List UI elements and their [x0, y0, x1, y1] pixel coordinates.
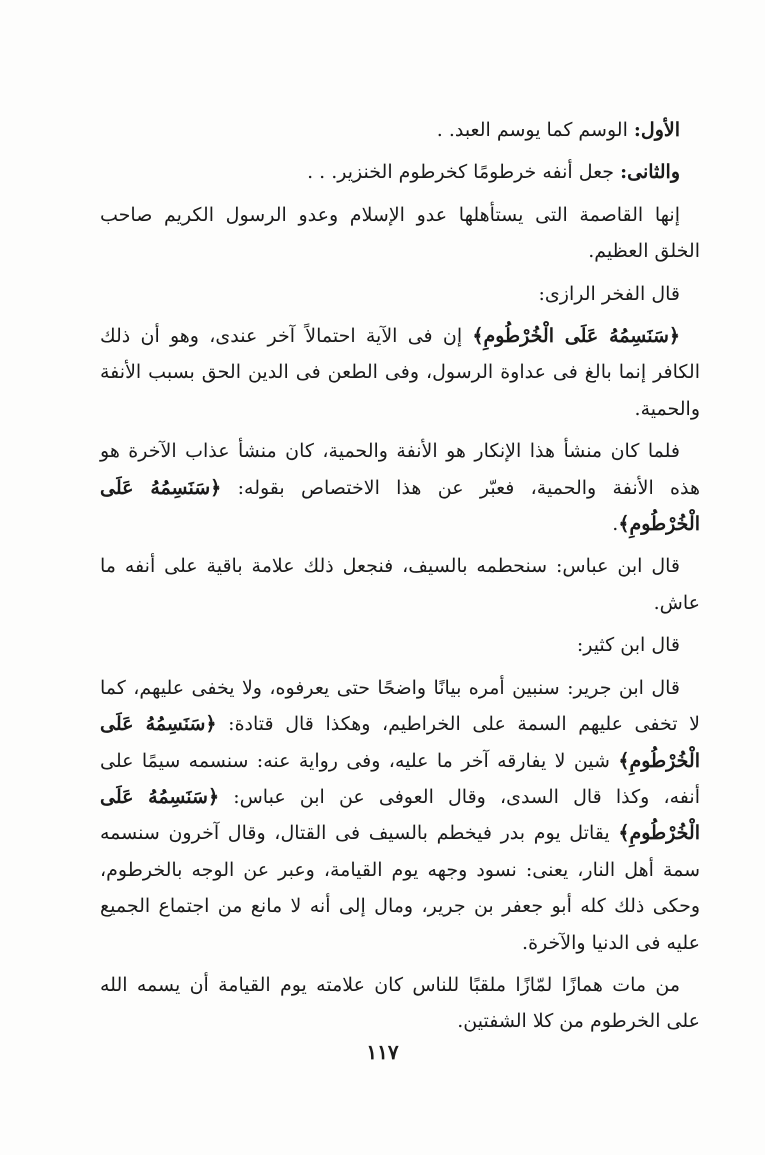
anafa-tail: .	[612, 513, 619, 536]
paragraph-razi-heading: قال الفخر الرازى:	[538, 282, 680, 305]
jarir-text-1: قال ابن جرير: سنبين أمره بيانًا واضحًا حتى يعرفوه، ولا يخفى عليهم، كما لا تخفى عليهم السمة على الخراطيم، وهكذا قال قتادة:	[100, 676, 700, 736]
text-second: جعل أنفه خرطومًا كخرطوم الخنزير. . .	[307, 161, 621, 184]
paragraph-conclusion: من مات همازًا لمّازًا ملقبًا للناس كان علامته يوم القيامة أن يسمه الله على الخرطوم من كلا الشفتين.	[100, 973, 700, 1033]
term-first: الأول:	[633, 119, 680, 141]
paragraph-first	[100, 112, 700, 148]
razi-text: إن فى الآية احتمالاً آخر عندى، وهو أن ذلك الكافر إنما بالغ فى عداوة الرسول، وفى الطعن فى الدين الحق بسبب الأنفة والحمية.	[100, 325, 700, 420]
paragraph-ibn-abbas: قال ابن عباس: سنحطمه بالسيف، فنجعل ذلك علامة باقية على أنفه ما عاش.	[100, 555, 700, 614]
paragraph-razi	[100, 318, 700, 427]
paragraph-qasima: إنها القاصمة التى يستأهلها عدو الإسلام وعدو الرسول الكريم صاحب الخلق العظيم.	[100, 203, 700, 263]
jarir-text-2: شين لا يفارقه آخر ما عليه، وفى رواية عنه: سنسمه سيمًا على أنفه، وكذا قال السدى، وقال العوفى عن ابن عباس:	[100, 749, 700, 808]
page-body	[100, 112, 700, 1046]
quran-verse: ﴿سَنَسِمُهُ عَلَى الْخُرْطُومِ﴾	[472, 325, 680, 348]
term-second: والثانى:	[620, 161, 680, 184]
paragraph-second	[100, 154, 700, 190]
quran-verse: ﴿سَنَسِمُهُ عَلَى الْخُرْطُومِ﴾	[100, 713, 700, 772]
paragraph-anafa	[100, 433, 700, 542]
anafa-text: فلما كان منشأ هذا الإنكار هو الأنفة والحمية، كان منشأ عذاب الآخرة هو هذه الأنفة والحمية، فعبّر عن هذا الاختصاص بقوله:	[100, 440, 700, 499]
quran-verse: ﴿سَنَسِمُهُ عَلَى الْخُرْطُومِ﴾	[100, 785, 700, 845]
paragraph-ibn-kathir-heading: قال ابن كثير:	[576, 634, 680, 657]
jarir-text-3: يقاتل يوم بدر فيخطم بالسيف فى القتال، وقال آخرون سنسمه سمة أهل النار، يعنى: نسود وجهه يوم القيامة، وعبر عن الوجه بالخرطوم، وحكى ذلك كله أبو جعفر بن جرير، ومال إلى أنه لا مانع من اجتماع الجميع عليه فى الدنيا والآخرة.	[100, 822, 700, 954]
page-number: ١١٧	[366, 1040, 399, 1064]
paragraph-ibn-jarir	[100, 670, 700, 961]
text-first: الوسم كما يوسم العبد. .	[436, 119, 634, 141]
quran-verse: ﴿سَنَسِمُهُ عَلَى الْخُرْطُومِ﴾	[100, 476, 700, 536]
